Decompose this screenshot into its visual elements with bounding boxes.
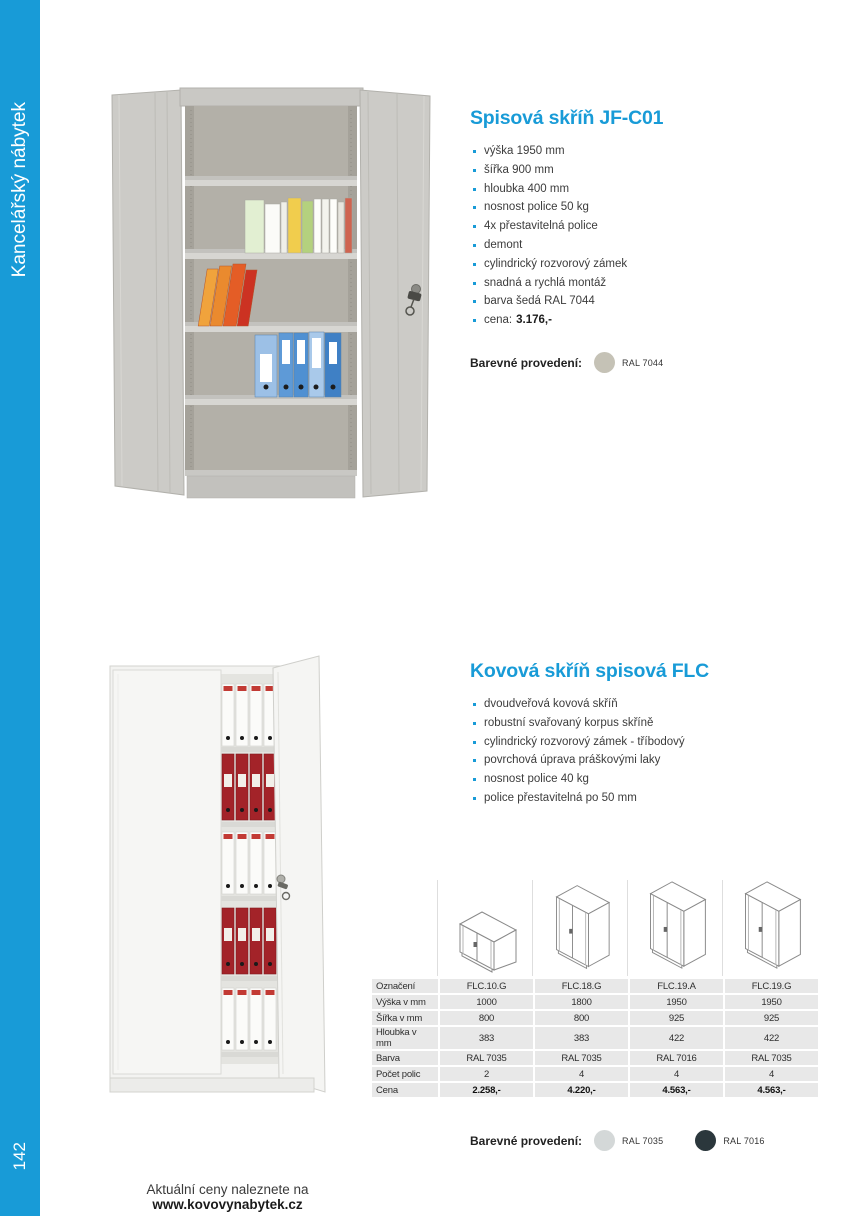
cabinet-tall-icon <box>735 876 805 974</box>
spec-item: police přestavitelná po 50 mm <box>470 789 820 808</box>
variant-cell-flc-10-g <box>437 880 532 976</box>
variant-icons-row <box>437 880 818 976</box>
color-options-label: Barevné provedení: <box>470 355 583 370</box>
bullet-icon <box>473 225 476 228</box>
spec-item: demont <box>470 236 820 255</box>
bullet-icon <box>473 169 476 172</box>
variant-cell-flc-19-g <box>722 880 817 976</box>
bullet-icon <box>473 703 476 706</box>
row-label: Barva <box>372 1051 438 1065</box>
color-options-label: Barevné provedení: <box>470 1133 583 1148</box>
swatch-ral-7044 <box>594 352 615 373</box>
spec-item: šířka 900 mm <box>470 161 820 180</box>
footer-text: Aktuální ceny naleznete na <box>146 1182 309 1197</box>
bullet-icon <box>473 759 476 762</box>
bullet-icon <box>473 206 476 209</box>
page-number-wrap <box>0 1134 40 1178</box>
spec-item: hloubka 400 mm <box>470 180 820 199</box>
bullet-icon <box>473 263 476 266</box>
cabinet-tall-icon <box>545 880 615 974</box>
variant-cell-flc-18-g <box>532 880 627 976</box>
bullet-icon <box>473 300 476 303</box>
product-photo-jf-c01 <box>105 86 435 511</box>
bullet-icon <box>473 778 476 781</box>
table-row: Hloubka v mm 383 383 422 422 <box>372 1027 818 1049</box>
spec-item: výška 1950 mm <box>470 142 820 161</box>
swatch-ral-7035 <box>594 1130 615 1151</box>
spec-item: robustní svařovaný korpus skříně <box>470 714 820 733</box>
cabinet-tall-icon <box>640 876 710 974</box>
table-row: Výška v mm 1000 1800 1950 1950 <box>372 995 818 1009</box>
bullet-icon <box>473 188 476 191</box>
table-row: Šířka v mm 800 800 925 925 <box>372 1011 818 1025</box>
spec-list <box>470 142 820 330</box>
spec-list <box>470 695 820 808</box>
swatch-name: RAL 7016 <box>723 1135 765 1146</box>
swatch-name: RAL 7044 <box>622 357 664 368</box>
bullet-icon <box>473 150 476 153</box>
table-row: Označení FLC.10.G FLC.18.G FLC.19.A FLC.19.G <box>372 979 818 993</box>
spec-item: snadná a rychlá montáž <box>470 274 820 293</box>
table-row: Barva RAL 7035 RAL 7035 RAL 7016 RAL 7035 <box>372 1051 818 1065</box>
spec-item: povrchová úprava práškovými laky <box>470 751 820 770</box>
product-photo-flc <box>82 650 367 1120</box>
bullet-icon <box>473 722 476 725</box>
category-label-wrap <box>0 90 40 290</box>
variant-cell-flc-19-a <box>627 880 722 976</box>
bullet-icon <box>473 741 476 744</box>
swatch-name: RAL 7035 <box>622 1135 664 1146</box>
spec-item: cylindrický rozvorový zámek - tříbodový <box>470 733 820 752</box>
spec-item: nosnost police 40 kg <box>470 770 820 789</box>
product-section-jf-c01 <box>470 105 820 330</box>
spec-item-price: cena: 3.176,- <box>470 311 820 330</box>
color-options-flc <box>470 1130 765 1151</box>
swatch-ral-7016 <box>695 1130 716 1151</box>
row-label: Označení <box>372 979 438 993</box>
row-label: Cena <box>372 1083 438 1097</box>
bullet-icon <box>473 282 476 285</box>
product-title: Spisová skříň JF-C01 <box>470 107 664 129</box>
bullet-icon <box>473 797 476 800</box>
bullet-icon <box>473 319 476 322</box>
cabinet-small-icon <box>450 874 520 974</box>
bullet-icon <box>473 244 476 247</box>
price-value: 3.176,- <box>516 314 552 327</box>
variant-spec-table <box>370 977 820 1099</box>
spec-item: 4x přestavitelná police <box>470 217 820 236</box>
website-link[interactable]: www.kovovynabytek.cz <box>152 1197 303 1212</box>
table-row: Počet polic 2 4 4 4 <box>372 1067 818 1081</box>
page-number: 142 <box>10 1141 29 1171</box>
row-label: Počet polic <box>372 1067 438 1081</box>
spec-item: barva šedá RAL 7044 <box>470 292 820 311</box>
category-label: Kancelářský nábytek <box>9 102 30 278</box>
product-section-flc <box>470 658 820 808</box>
table-row-price: Cena 2.258,- 4.220,- 4.563,- 4.563,- <box>372 1083 818 1097</box>
row-label: Šířka v mm <box>372 1011 438 1025</box>
row-label: Výška v mm <box>372 995 438 1009</box>
product-title: Kovová skříň spisová FLC <box>470 660 710 682</box>
spec-item: nosnost police 50 kg <box>470 198 820 217</box>
spec-item: cylindrický rozvorový zámek <box>470 255 820 274</box>
row-label: Hloubka v mm <box>372 1027 438 1049</box>
spec-item: dvoudveřová kovová skříň <box>470 695 820 714</box>
footer-note <box>75 1182 380 1212</box>
color-options-jf-c01 <box>470 352 663 373</box>
